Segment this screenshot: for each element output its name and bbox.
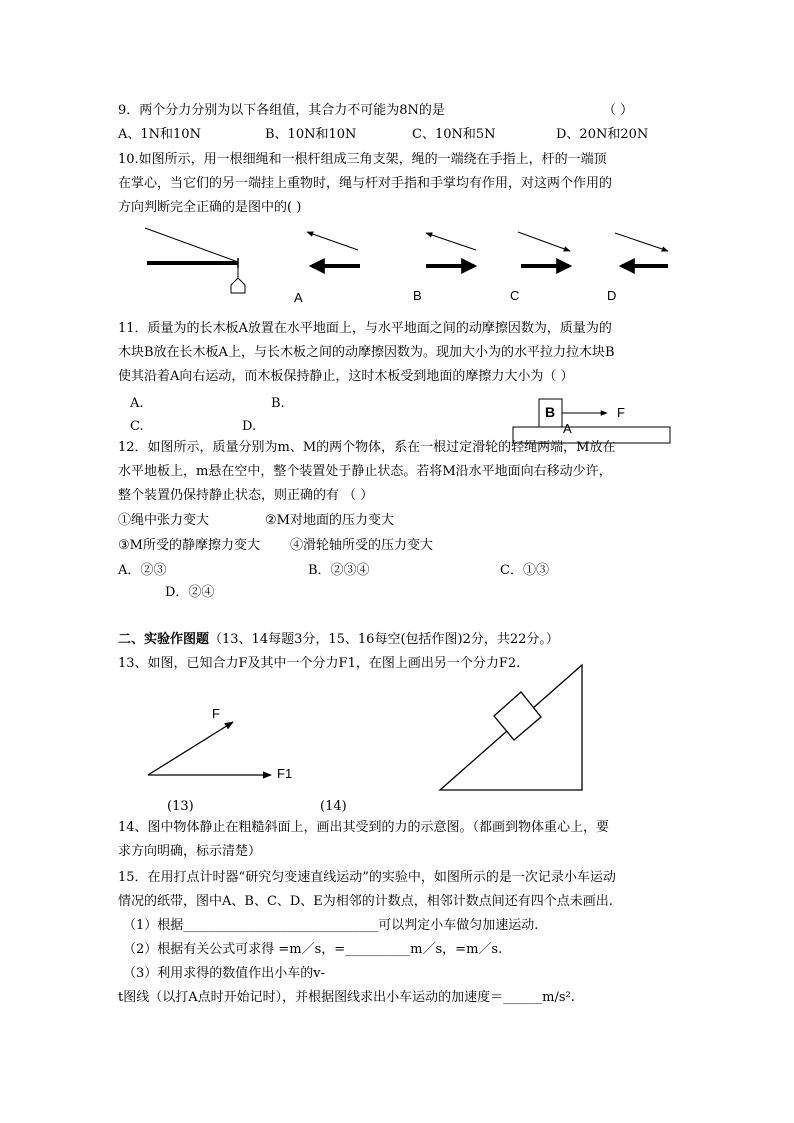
q11-line-3: 使其沿着A向右运动，而木板保持静止，这时木板受到地面的摩擦力大小为（ ） xyxy=(118,369,574,384)
q11-block-label: B xyxy=(545,404,556,420)
q12-line-2: 水平地板上，m悬在空中，整个装置处于静止状态。若将M沿水平地面向右移动少许， xyxy=(118,464,612,479)
q11-board-label: A xyxy=(563,421,572,436)
q12-statement-1: ①绳中张力变大 xyxy=(118,513,210,528)
section2-note: （13、14每题3分，15、16每空(包括作图)2分，共22分。） xyxy=(209,632,559,647)
q10-option-b-arrows xyxy=(426,233,476,266)
q13-caption: (13) xyxy=(167,799,194,814)
q10-label-b: B xyxy=(413,288,422,303)
q11-option-d: D. xyxy=(242,419,257,434)
q15-sub-3: （3）利用求得的数值作出小车的v- xyxy=(123,966,326,981)
q11-option-c: C. xyxy=(130,419,144,434)
q15-sub-3-cont: t图线（以打A点时开始记时），并根据图线求出小车运动的加速度＝______m/s². xyxy=(118,990,575,1005)
q12-option-c: C．①③ xyxy=(500,563,549,578)
q9-option-a: A、1N和10N xyxy=(118,127,201,142)
q15-sub-2: （2）根据有关公式可求得 =m／s，=__________m／s，=m／s. xyxy=(123,942,503,957)
q10-option-d-arrows xyxy=(615,233,668,266)
q14-line-2: 求方向明确，标示清楚） xyxy=(118,844,262,859)
q10-line-3: 方向判断完全正确的是图中的( ) xyxy=(118,200,302,215)
q10-support-figure xyxy=(145,228,245,293)
q14-incline-figure xyxy=(440,665,582,790)
q12-option-b: B．②③④ xyxy=(308,563,370,578)
q9-option-b: B、10N和10N xyxy=(265,127,357,142)
section2-heading xyxy=(118,632,559,648)
q12-statement-4: ④滑轮轴所受的压力变大 xyxy=(290,538,434,553)
q12-statement-3: ③M所受的静摩擦力变大 xyxy=(118,538,260,553)
q9-option-d: D、20N和20N xyxy=(556,127,649,142)
q10-line-1: 10.如图所示，用一根细绳和一根杆组成三角支架，绳的一端绕在手指上，杆的一端顶 xyxy=(118,152,607,167)
q11-option-b: B. xyxy=(271,396,285,411)
q15-line-1: 15．在用打点计时器“研究匀变速直线运动”的实验中，如图所示的是一次记录小车运动 xyxy=(118,870,616,885)
q15-line-2: 情况的纸带，图中A、B、C、D、E为相邻的计数点，相邻计数点间还有四个点未画出. xyxy=(118,894,613,909)
q9-answer-paren: （ ） xyxy=(603,103,634,118)
q13-force-label: F xyxy=(212,706,220,721)
q14-line-1: 14、图中物体静止在粗糙斜面上，画出其受到的力的示意图。（都画到物体重心上，要 xyxy=(118,820,610,835)
q12-line-1: 12．如图所示，质量分别为m、M的两个物体，系在一根过定滑轮的轻绳两端，M放在 xyxy=(118,440,616,455)
q11-line-2: 木块B放在长木板A上，与长木板之间的动摩擦因数为。现加大小为的水平拉力拉木块B xyxy=(118,345,615,360)
q11-force-label: F xyxy=(617,405,625,420)
q10-line-2: 在掌心，当它们的另一端挂上重物时，绳与杆对手指和手掌均有作用，对这两个作用的 xyxy=(118,176,613,191)
q13-component-label: F1 xyxy=(277,766,293,781)
q10-label-a: A xyxy=(294,290,303,305)
q12-statement-2: ②M对地面的压力变大 xyxy=(265,513,394,528)
q10-option-a-arrows xyxy=(307,232,360,266)
q12-option-d: D．②④ xyxy=(165,585,215,600)
q10-label-c: C xyxy=(510,288,520,303)
q15-sub-1: （1）根据______________________________可以判定小车做匀加速运动. xyxy=(123,918,539,933)
q10-option-c-arrows xyxy=(518,232,570,266)
q11-block-board-figure xyxy=(513,399,670,443)
q10-label-d: D xyxy=(607,288,617,303)
q13-text: 13、如图，已知合力F及其中一个分力F1，在图上画出另一个分力F2. xyxy=(118,656,521,671)
section2-title: 二、实验作图题 xyxy=(118,632,210,647)
q12-line-3: 整个装置仍保持静止状态，则正确的有 （ ） xyxy=(118,488,374,503)
q9-option-c: C、10N和5N xyxy=(412,127,496,142)
q14-caption: (14) xyxy=(320,799,347,814)
q11-option-a: A. xyxy=(130,396,144,411)
q13-force-figure xyxy=(148,722,271,775)
q12-option-a: A．②③ xyxy=(118,563,167,578)
q11-line-1: 11．质量为的长木板A放置在水平地面上，与水平地面之间的动摩擦因数为，质量为的 xyxy=(118,321,612,336)
q9-stem: 9．两个分力分别为以下各组值，其合力不可能为8N的是 xyxy=(118,103,445,118)
